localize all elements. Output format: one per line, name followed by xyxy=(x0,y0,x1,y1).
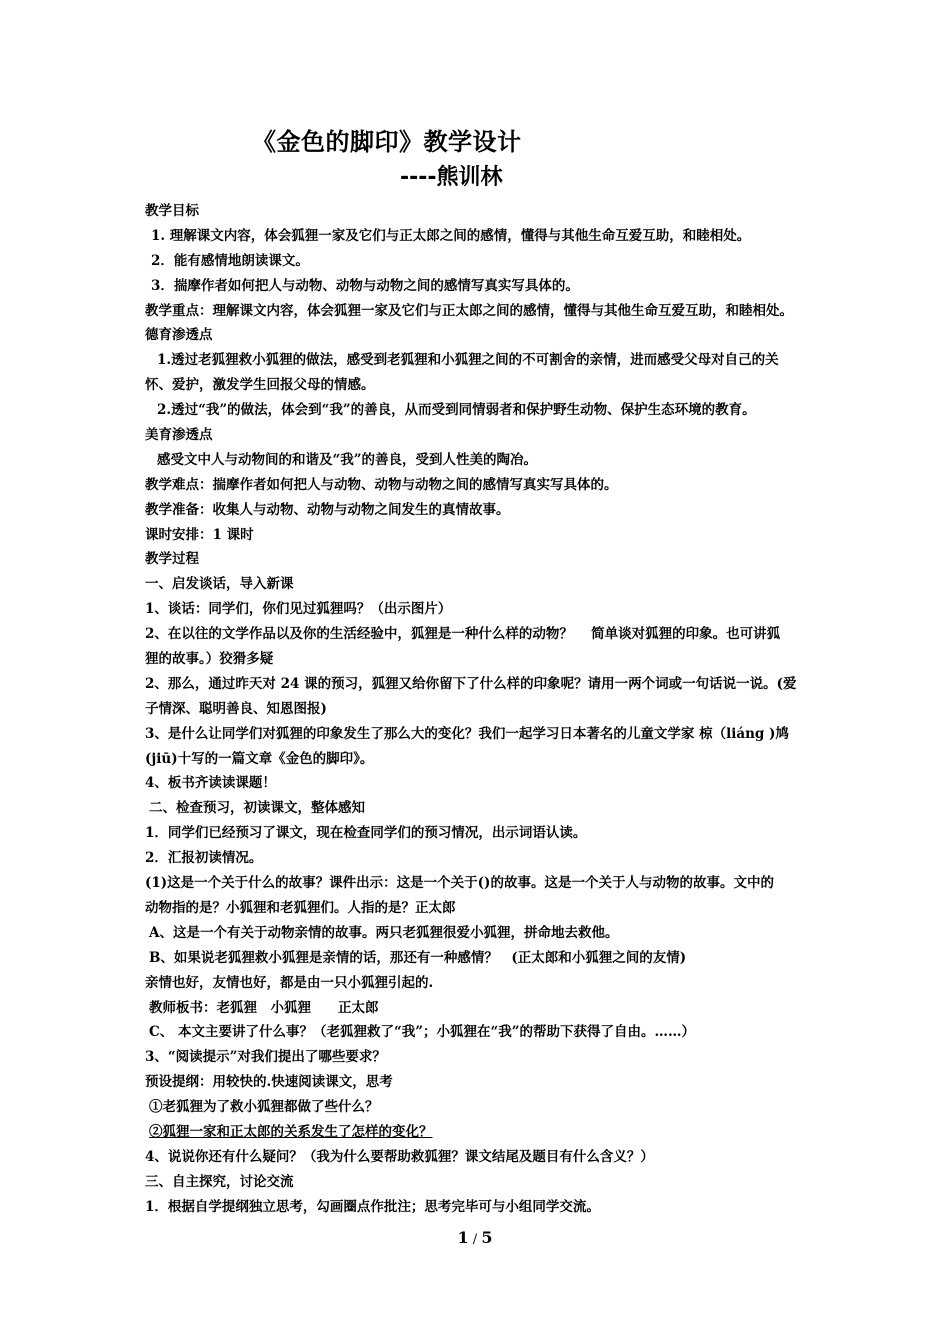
list-item: 预设提纲：用较快的.快速阅读课文，思考 xyxy=(145,1074,393,1091)
objective-3: 3．揣摩作者如何把人与动物、动物与动物之间的感情写真实写具体的。 xyxy=(151,277,579,294)
list-item: 2．汇报初读情况。 xyxy=(145,850,263,867)
list-item: 4、板书齐读读课题！ xyxy=(145,775,276,792)
underlined-list-item: ②狐狸一家和正太郎的关系发生了怎样的变化？ xyxy=(149,1123,433,1140)
section-heading-aesthetic: 美育渗透点 xyxy=(145,427,213,444)
moral-point-1-line-2: 怀、爱护，激发学生回报父母的情感。 xyxy=(145,377,375,394)
preparation: 教学准备：收集人与动物、动物与动物之间发生的真情故事。 xyxy=(145,501,510,518)
list-item: A、这是一个有关于动物亲情的故事。两只老狐狸很爱小狐狸，拼命地去救他。 xyxy=(149,924,619,941)
list-item: C、 本文主要讲了什么事？（老狐狸救了“我”；小狐狸在“我”的帮助下获得了自由。……） xyxy=(149,1024,696,1041)
board-writing: 教师板书：老狐狸 小狐狸 正太郎 xyxy=(149,999,379,1016)
list-item: 1、谈话：同学们，你们见过狐狸吗？（出示图片） xyxy=(145,601,452,618)
page-separator: / xyxy=(468,1232,482,1247)
list-item: 1．同学们已经预习了课文，现在检查同学们的预习情况，出示词语认读。 xyxy=(145,825,587,842)
aesthetic-point: 感受文中人与动物间的和谐及“我”的善良，受到人性美的陶冶。 xyxy=(157,451,538,468)
list-item: 2、在以往的文学作品以及你的生活经验中，狐狸是一种什么样的动物？ 简单谈对狐狸的印象。也可讲狐 xyxy=(145,626,781,643)
list-item: (1)这是一个关于什么的故事？课件出示：这是一个关于()的故事。这是一个关于人与动物的故事。文中的 xyxy=(145,875,774,892)
key-points: 教学重点：理解课文内容，体会狐狸一家及它们与正太郎之间的感情，懂得与其他生命互爱互助，和睦相处。 xyxy=(145,302,793,319)
list-item: 亲情也好，友情也好，都是由一只小狐狸引起的. xyxy=(145,974,434,991)
document-title: 《金色的脚印》教学设计 xyxy=(252,128,522,156)
document-body xyxy=(145,199,810,1220)
section-heading-objectives: 教学目标 xyxy=(145,203,199,219)
document-author: ----熊训林 xyxy=(400,165,503,190)
list-item-continuation: 动物指的是？小狐狸和老狐狸们。人指的是？正太郎 xyxy=(145,899,456,916)
schedule: 课时安排：1 课时 xyxy=(145,526,254,543)
moral-point-2: 2.透过“我”的做法，体会到“我”的善良，从而受到同情弱者和保护野生动物、保护生态环境的教育。 xyxy=(157,402,756,419)
step-1-heading: 一、启发谈话，导入新课 xyxy=(145,576,294,593)
page-total: 5 xyxy=(481,1228,493,1247)
list-item-continuation: 子情深、聪明善良、知恩图报) xyxy=(145,700,327,717)
page-current: 1 xyxy=(457,1228,469,1247)
moral-point-1-line-1: 1.透过老狐狸救小狐狸的做法，感受到老狐狸和小狐狸之间的不可割舍的亲情，进而感受父母对自己的关 xyxy=(157,352,779,369)
section-heading-process: 教学过程 xyxy=(145,551,199,568)
list-item-continuation: 狸的故事。）狡猾多疑 xyxy=(145,651,274,668)
list-item-continuation: (jiū)十写的一篇文章《金色的脚印》。 xyxy=(145,750,374,767)
objective-2: 2．能有感情地朗读课文。 xyxy=(151,252,309,269)
section-heading-moral: 德育渗透点 xyxy=(145,327,213,344)
list-item: 4、说说你还有什么疑问？（我为什么要帮助救狐狸？课文结尾及题目有什么含义？） xyxy=(145,1148,654,1165)
step-3-heading: 三、自主探究，讨论交流 xyxy=(145,1173,294,1190)
list-item: 3、“阅读提示”对我们提出了哪些要求？ xyxy=(145,1049,386,1066)
page-number xyxy=(0,1228,950,1247)
step-2-heading: 二、检查预习，初读课文，整体感知 xyxy=(149,800,365,817)
list-item: 2、那么，通过昨天对 24 课的预习，狐狸又给你留下了什么样的印象呢？请用一两个词或一句话说一说。(爱 xyxy=(145,675,797,692)
objective-1: 1. 理解课文内容，体会狐狸一家及它们与正太郎之间的感情，懂得与其他生命互爱互助，和睦相处。 xyxy=(151,227,751,244)
list-item: 3、是什么让同学们对狐狸的印象发生了那么大的变化？我们一起学习日本著名的儿童文学家 椋（liáng )鸠 xyxy=(145,725,789,742)
list-item: ①老狐狸为了救小狐狸都做了些什么？ xyxy=(149,1099,379,1116)
list-item: 1．根据自学提纲独立思考，勾画圈点作批注；思考完毕可与小组同学交流。 xyxy=(145,1198,600,1215)
difficulty: 教学难点：揣摩作者如何把人与动物、动物与动物之间的感情写真实写具体的。 xyxy=(145,476,618,493)
list-item: B、如果说老狐狸救小狐狸是亲情的话，那还有一种感情？ (正太郎和小狐狸之间的友情) xyxy=(149,949,687,966)
